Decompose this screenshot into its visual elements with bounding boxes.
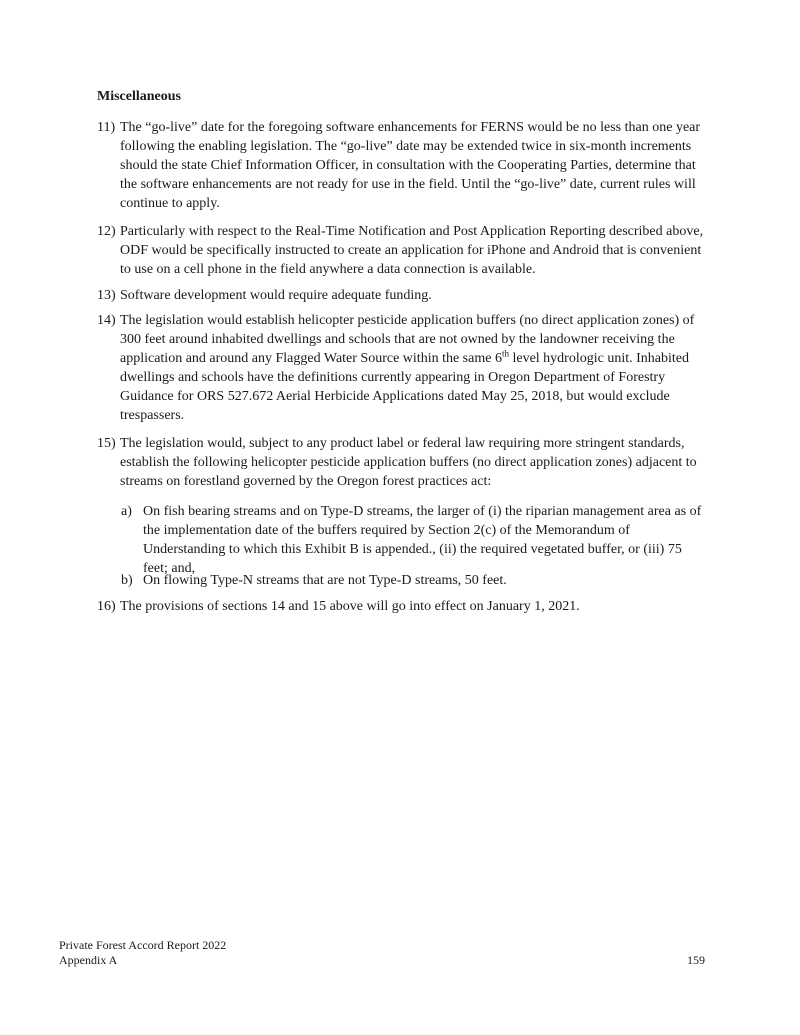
footer-report-title: Private Forest Accord Report 2022 [59,938,227,952]
item-number: 13) [97,288,116,303]
item-number: 11) [97,120,116,135]
item-number: 15) [97,436,116,451]
sub-item-letter: a) [121,504,132,519]
sub-item-letter: b) [121,573,133,588]
list-item-15 [97,434,707,491]
list-item-12 [97,222,707,279]
item-text: The legislation would establish helicopter pesticide application buffers (no direct application zones) of 300 feet around inhabited dwellings and schools that are not owned by the landowner receiving the application and around any Flagged Water Source within the same 6th level hydrologic unit. Inhabited dwellings and schools have the definitions currently appearing in Oregon Department of Forestry Guidance for ORS 527.672 Aerial Herbicide Applications dated May 25, 2018, but would exclude trespassers. [120,313,695,423]
list-item-11 [97,118,707,213]
item-text: Software development would require adequate funding. [120,288,432,303]
sub-item-a [121,502,707,578]
item-text: The provisions of sections 14 and 15 above will go into effect on January 1, 2021. [120,599,580,614]
list-item-16 [97,597,707,616]
sub-item-b [121,571,707,590]
list-item-13 [97,286,707,305]
item-text: Particularly with respect to the Real-Time Notification and Post Application Reporting described above, ODF would be specifically instructed to create an application for iPhone and Android that is convenient to use on a cell phone in the field anywhere a data connection is available. [120,224,704,277]
ordinal-superscript: th [501,348,509,359]
sub-item-text: On flowing Type-N streams that are not Type-D streams, 50 feet. [143,573,507,588]
footer-appendix-label: Appendix A [59,953,118,967]
item-text: The “go-live” date for the foregoing software enhancements for FERNS would be no less than one year following the enabling legislation. The “go-live” date may be extended twice in six-month increments should the state Chief Information Officer, in consultation with the Cooperating Parties, determine that the software enhancements are not ready for use in the field. Until the “go-live” date, current rules will continue to apply. [120,120,701,211]
item-text: The legislation would, subject to any product label or federal law requiring more stringent standards, establish the following helicopter pesticide application buffers (no direct application zones) adjacent to streams on forestland governed by the Oregon forest practices act: [120,436,697,489]
sub-item-text: On fish bearing streams and on Type-D streams, the larger of (i) the riparian management area as of the implementation date of the buffers required by Section 2(c) of the Memorandum of Understanding to which this Exhibit B is appended., (ii) the required vegetated buffer, or (iii) 75 feet; and, [143,504,702,576]
section-heading: Miscellaneous [97,89,181,104]
item-number: 16) [97,599,116,614]
list-item-14 [97,311,707,425]
page-number: 159 [687,953,705,967]
item-number: 14) [97,313,116,328]
page-footer [59,938,226,968]
item-number: 12) [97,224,116,239]
